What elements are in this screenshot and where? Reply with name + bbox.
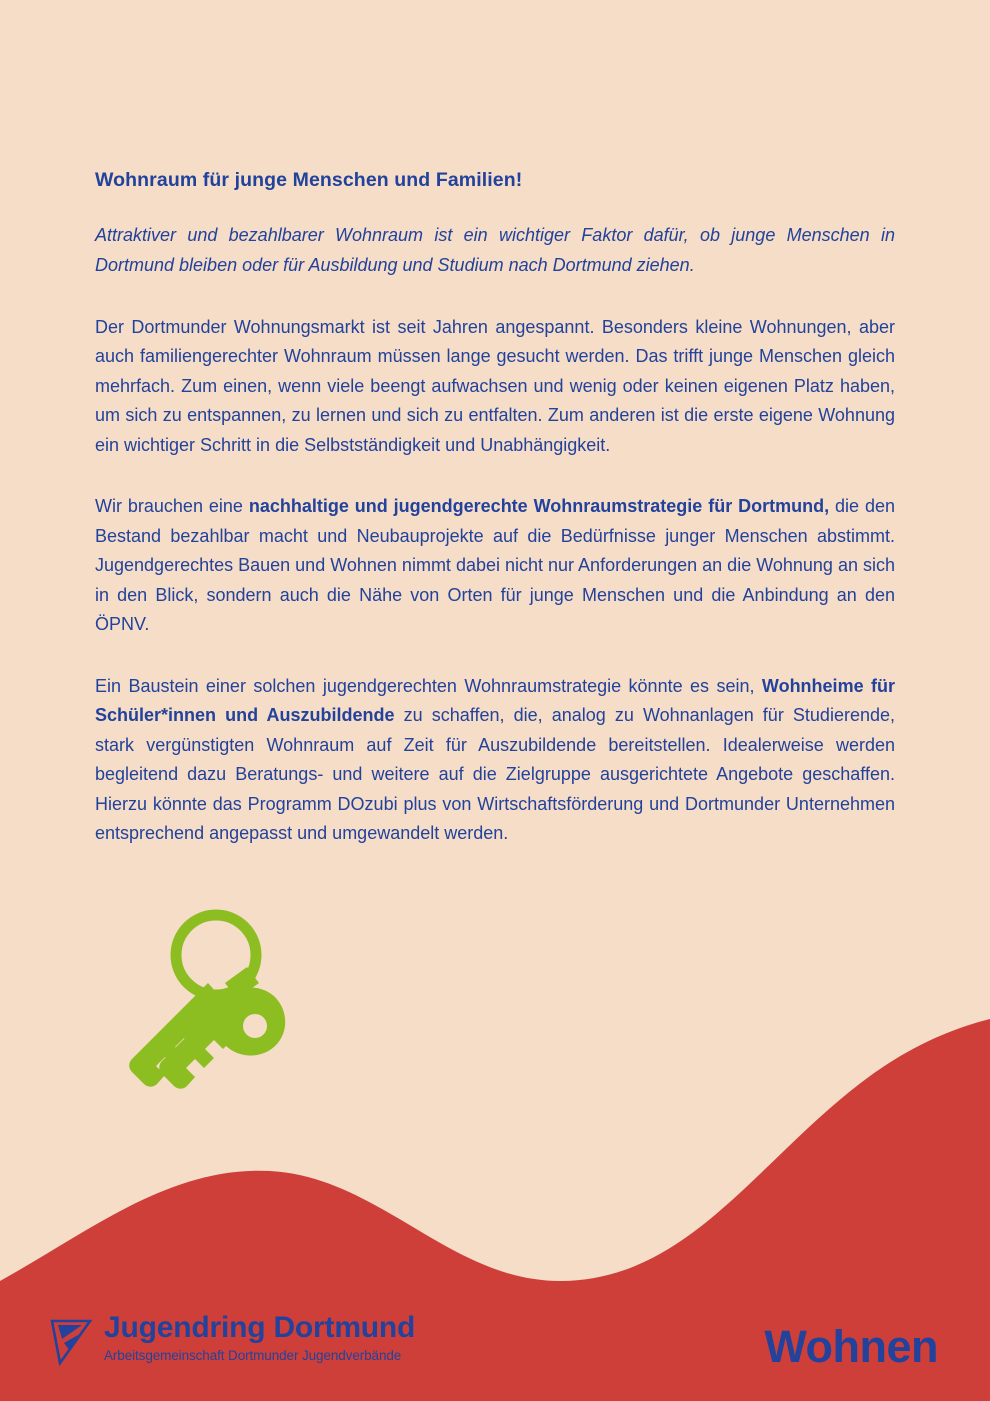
paragraph-2-text-end: die den Bestand bezahlbar macht und Neubauprojekte auf die Bedürfnisse junger Menschen abstimmt. Jugendgerechtes Bauen und Wohnen nimmt dabei nicht nur Anforderungen an die Wohnung an sich in den Blick, sondern auch die Nähe von Orten für junge Menschen und die Anbindung an den ÖPNV. [95, 496, 895, 635]
keys-icon [88, 905, 318, 1130]
article-content [95, 168, 895, 849]
paragraph-1: Der Dortmunder Wohnungsmarkt ist seit Jahren angespannt. Besonders kleine Wohnungen, aber auch familiengerechter Wohnraum müssen lange gesucht werden. Das trifft junge Menschen gleich mehrfach. Zum einen, wenn viele beengt aufwachsen und wenig oder keinen eigenen Platz haben, um sich zu entspannen, zu lernen und sich zu entfalten. Zum anderen ist die erste eigene Wohnung ein wichtiger Schritt in die Selbstständigkeit und Unabhängigkeit. [95, 316, 895, 455]
logo-subtitle: Arbeitsgemeinschaft Dortmunder Jugendverbände [104, 1348, 402, 1363]
paragraph-3-text-end: zu schaffen, die, analog zu Wohnanlagen für Studierende, stark vergünstigten Wohnraum auf Zeit für Auszubildende bereitstellen. Idealerweise werden begleitend dazu Beratungs- und weitere auf die Zielgruppe ausgerichtete Angebote geschaffen. Hierzu könnte das Programm DOzubi plus von Wirtschaftsförderung und Dortmunder Unternehmen entsprechend angepasst und umgewandelt werden. [95, 705, 895, 844]
jugendring-bird-icon [48, 1315, 94, 1369]
section-keyword: Wohnen [764, 1321, 938, 1372]
paragraph-3 [95, 672, 895, 849]
paragraph-3-text-start: Ein Baustein einer solchen jugendgerechten Wohnraumstrategie könnte es sein, [95, 675, 762, 696]
paragraph-2-text-start: Wir brauchen eine [95, 496, 249, 517]
logo-title: Jugendring Dortmund [104, 1311, 416, 1344]
organization-logo [48, 1311, 415, 1369]
paragraph-2 [95, 492, 895, 640]
page-title: Wohnraum für junge Menschen und Familien! [95, 169, 523, 191]
lead-paragraph: Attraktiver und bezahlbarer Wohnraum ist ein wichtiger Faktor dafür, ob junge Menschen in Dortmund bleiben oder für Ausbildung und Studium nach Dortmund ziehen. [95, 225, 895, 275]
paragraph-3-emphasis: Wohnheime für Schüler*innen und Auszubildende [95, 675, 895, 726]
paragraph-2-emphasis: nachhaltige und jugendgerechte Wohnraumstrategie für Dortmund, [248, 496, 830, 517]
logo-text-block [104, 1311, 415, 1363]
